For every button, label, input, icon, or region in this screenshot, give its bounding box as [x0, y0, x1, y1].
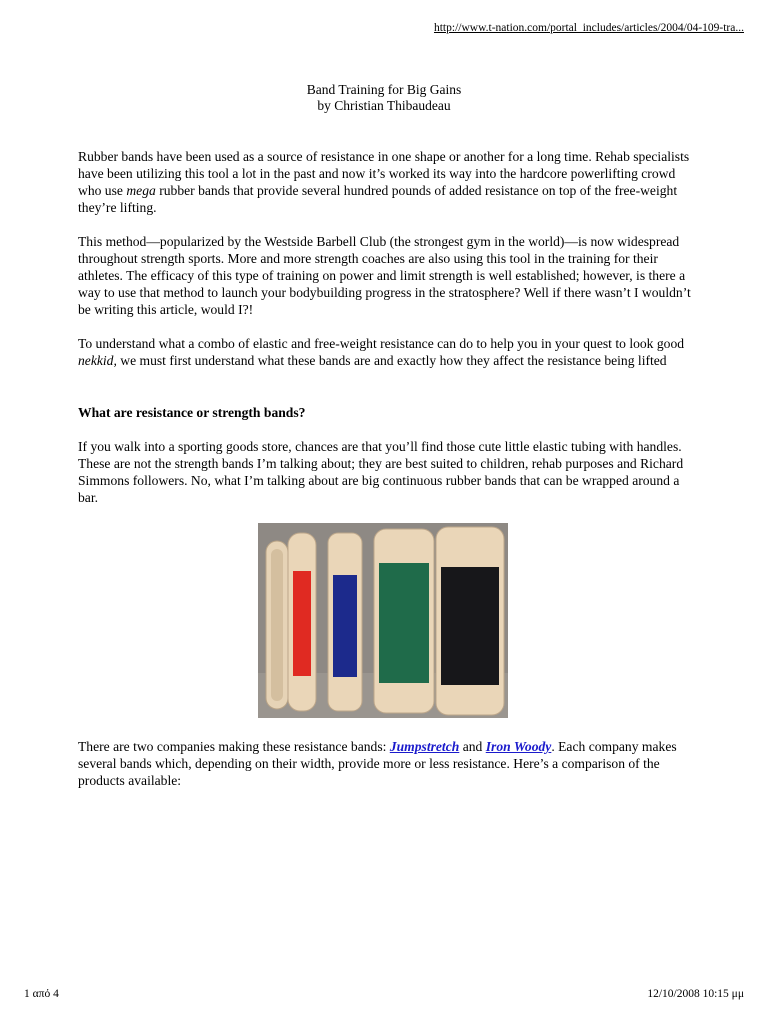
paragraph-4: If you walk into a sporting goods store, chances are that you’ll find those cute little elastic tubing with handles. These are not the strength bands I’m talking about; they are best suited to children, rehab purposes and Richard Simmons followers. No, what I’m talking about are big continuous rubber bands that can be wrapped around a bar. [78, 439, 684, 505]
red-band [288, 533, 316, 711]
black-band [436, 527, 504, 715]
paragraph-3-emphasis: nekkid, [78, 353, 117, 368]
paragraph-5-text-b: . Each company makes several bands which, depending on their width, provide more or less resistance. Here’s a comparison of the products available: [78, 739, 677, 788]
paragraph-3-text-b: we must first understand what these bands are and exactly how they affect the resistance being lifted [116, 353, 667, 368]
article-title: Band Training for Big Gains [306, 82, 462, 97]
page-number: 1 από 4 [24, 988, 59, 1000]
paragraph-1 [78, 148, 698, 216]
article-byline: by Christian Thibaudeau [317, 98, 451, 113]
paragraph-5-and: and [459, 739, 486, 754]
article-body [78, 148, 698, 806]
paragraph-2: This method—popularized by the Westside Barbell Club (the strongest gym in the world)—is now widespread throughout strength sports. More and more strength coaches are also using this tool in the training for their athletes. The efficacy of this type of training on power and limit strength is well established; however, is there a way to use that method to launch your bodybuilding progress in the stratosphere? Well if there wasn’t I wouldn’t be writing this article, would I?! [78, 234, 691, 317]
article-title-block [0, 82, 768, 114]
paragraph-1-emphasis: mega [126, 183, 156, 198]
section-heading: What are resistance or strength bands? [78, 405, 306, 420]
paragraph-1-text-a: Rubber bands have been used as a source of resistance in one shape or another for a long time. Rehab specialists have been utilizing this tool a lot in the past and now it’s worked its way into the hardcore powerlifting crowd who use [78, 149, 690, 198]
iron-woody-link[interactable]: Iron Woody [485, 739, 552, 754]
green-band [374, 529, 434, 713]
paragraph-3 [78, 335, 698, 369]
paragraph-3-text-a: To understand what a combo of elastic and free-weight resistance can do to help you in your quest to look good [78, 336, 685, 351]
blue-band [328, 533, 362, 711]
resistance-bands-photo [258, 523, 508, 718]
paragraph-5-text-a: There are two companies making these resistance bands: [78, 739, 390, 754]
thin-tan-band [266, 541, 288, 709]
jumpstretch-link[interactable]: Jumpstretch [389, 739, 460, 754]
print-datetime: 12/10/2008 10:15 μμ [647, 988, 744, 1000]
paragraph-1-text-b: rubber bands that provide several hundred pounds of added resistance on top of the free-weight they’re lifting. [78, 183, 678, 215]
source-url[interactable]: http://www.t-nation.com/portal_includes/articles/2004/04-109-tra... [433, 22, 744, 34]
paragraph-5 [78, 738, 698, 789]
